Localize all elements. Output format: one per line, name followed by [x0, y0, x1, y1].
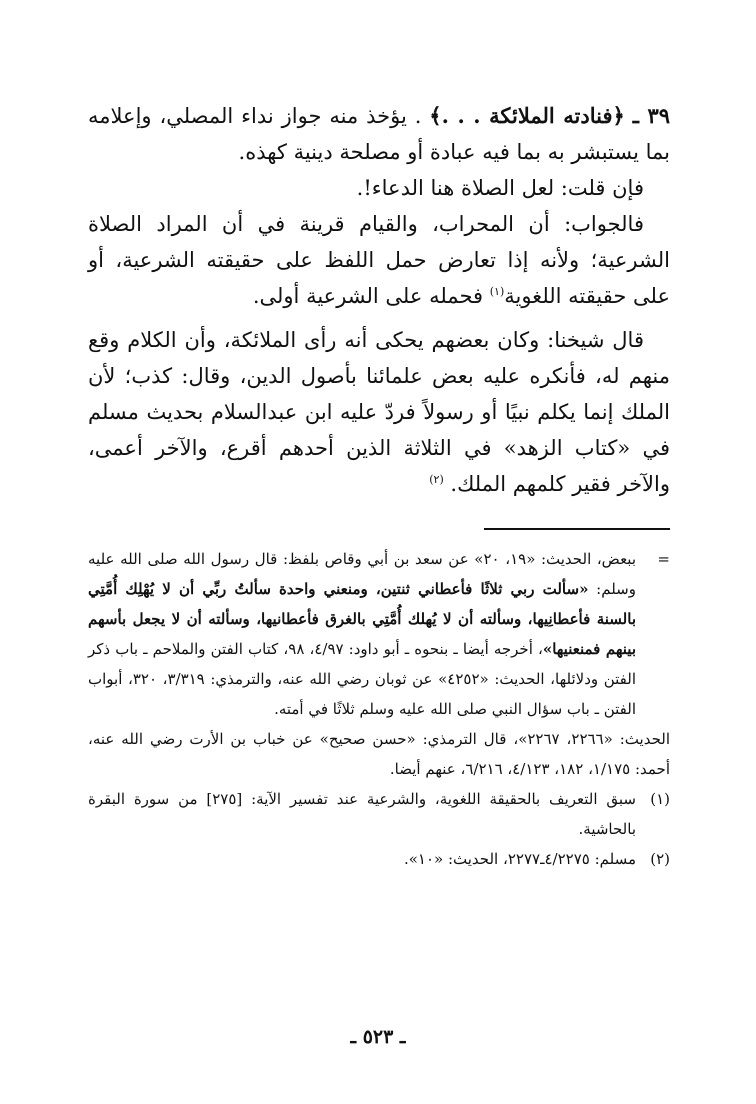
- page: [88, 98, 670, 1088]
- answer-paragraph: [88, 206, 670, 314]
- shaykh-paragraph: [88, 322, 670, 502]
- footnote-continued-tail: ، أخرجه أيضا ـ بنحوه ـ أبو داود: ٤/٩٧، ٩٨، كتاب الفتن والملاحم ـ باب ذكر الفتن ودلائلها، الحديث: «٤٢٥٢» عن ثوبان رضي الله عنه، والترمذي: ٣/٣١٩، ٣٢٠، أبواب الفتن ـ باب سؤال النبي صلى الله عليه وسلم ثلاثًا في أمته.: [88, 640, 636, 718]
- page-number: ـ ٥٢٣ ـ: [350, 1026, 406, 1048]
- footnote-2-text: مسلم: ٤/٢٢٧٥ـ٢٢٧٧، الحديث: «١٠».: [403, 850, 636, 868]
- footnote-1-text: سبق التعريف بالحقيقة اللغوية، والشرعية عند تفسير الآية: [٢٧٥] من سورة البقرة بالحاشية.: [88, 790, 636, 838]
- entry-number: ٣٩ ـ: [632, 103, 670, 128]
- answer-text-end: فحمله على الشرعية أولى.: [252, 284, 490, 308]
- footnote-continued-2: الحديث: «٢٢٦٦، ٢٢٦٧»، قال الترمذي: «حسن صحيح» عن خباب بن الأرت رضي الله عنه، أحمد: ١/١٧٥، ١٨٢، ٤/١٢٣، ٦/٢١٦، عنهم أيضا.: [88, 730, 670, 778]
- footnote-2-mark: (٢): [650, 850, 670, 868]
- footnote-2: [88, 844, 670, 874]
- question-paragraph: فإن قلت: لعل الصلاة هنا الدعاء!.: [356, 176, 644, 200]
- footnote-continued-text: [88, 544, 636, 724]
- footnote-continued: [88, 544, 670, 724]
- quran-quote: ﴿فنادته الملائكة . . .﴾: [429, 103, 625, 128]
- continuation-mark: =: [657, 550, 670, 568]
- shaykh-text: قال شيخنا: وكان بعضهم يحكى أنه رأى الملائكة، وأن الكلام وقع منهم له، فأنكره عليه بعض علمائنا بأصول الدين، وقال: كذب؛ لأن الملك إنما يكلم نبيًا أو رسولاً فردّ عليه ابن عبدالسلام بحديث مسلم في «كتاب الزهد» في الثلاثة الذين أحدهم أقرع، والآخر أعمى، والآخر فقير كلمهم الملك.: [88, 328, 670, 496]
- footnote-1-mark: (١): [650, 790, 670, 808]
- answer-text: فالجواب: أن المحراب، والقيام قرينة في أن المراد الصلاة الشرعية؛ ولأنه إذا تعارض حمل اللفظ على حقيقته الشرعية، أو على حقيقته اللغوية: [88, 212, 670, 308]
- footnote-continued-lead: ببعض، الحديث: «١٩، ٢٠» عن سعد بن أبي وقاص بلفظ: قال رسول الله صلى الله عليه وسلم:: [88, 550, 637, 598]
- hadith-quote: «سألت ربي ثلاثًا فأعطاني ثنتين، ومنعني واحدة سألتُ ربِّي أن لا يُهْلِك أُمَّتِي بالسنة فأعطانِيها، وسألته أن لا يُهلك أُمَّتِي بالغرق فأعطانيها، وسألته أن لا يجعل بأسهم بينهم فمنعنيها»: [88, 580, 637, 658]
- main-text: [88, 98, 670, 502]
- paragraph-39-text: . يؤخذ منه جواز نداء المصلي، وإعلامه بما يستبشر به بما فيه عبادة أو مصلحة دينية كهذه.: [88, 104, 670, 164]
- footnote-ref-2: (٢): [429, 473, 444, 486]
- footnote-1: [88, 784, 670, 844]
- footnote-ref-1: (١): [489, 285, 505, 298]
- footnote-separator: [484, 528, 670, 530]
- paragraph-39: [88, 98, 670, 170]
- footnotes: [88, 544, 670, 874]
